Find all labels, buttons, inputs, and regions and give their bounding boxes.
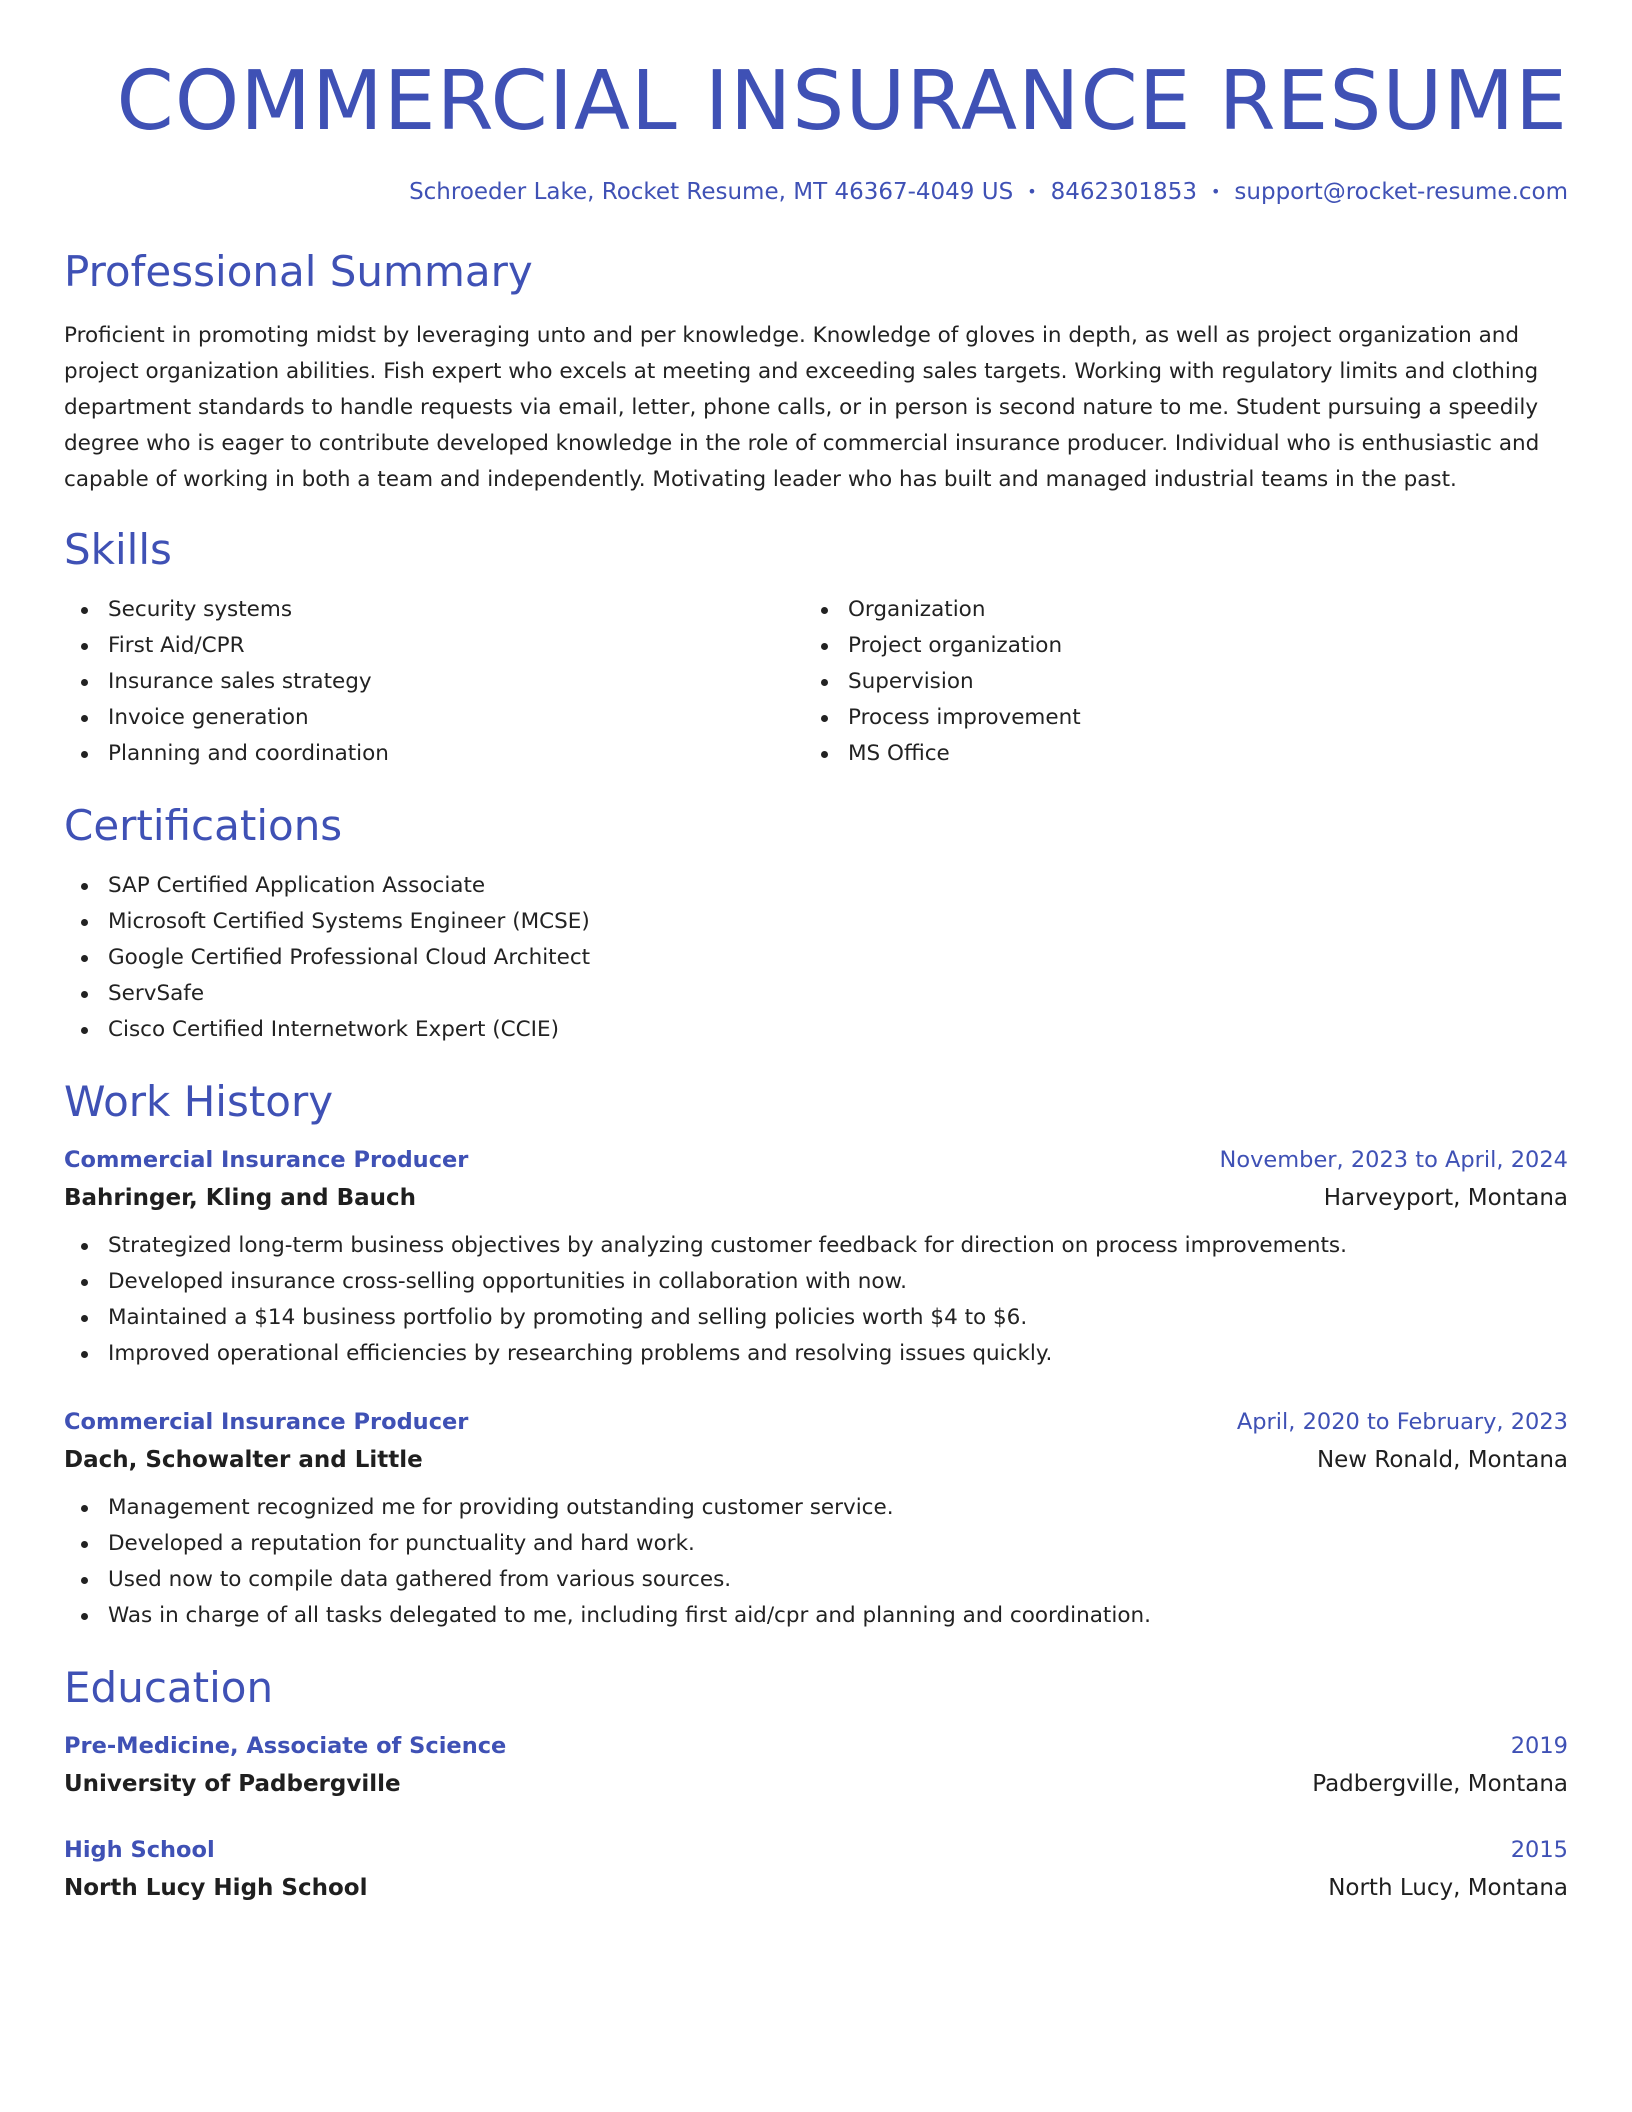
skill-item: Planning and coordination <box>64 736 804 772</box>
education-heading: Education <box>64 1663 274 1712</box>
job-bullet: Management recognized me for providing outstanding customer service. <box>64 1490 1568 1526</box>
skill-item: Organization <box>804 592 1544 628</box>
job-header-row <box>64 1404 1568 1440</box>
skills-list-right <box>804 592 1544 772</box>
education-header-row <box>64 1832 1568 1868</box>
job-title: Commercial Insurance Producer <box>64 1409 469 1435</box>
job-bullet: Used now to compile data gathered from various sources. <box>64 1562 1568 1598</box>
education-header-row <box>64 1728 1568 1764</box>
education-school-row <box>64 1764 1568 1804</box>
education-year: 2019 <box>1510 1733 1568 1759</box>
job-location: Harveyport, Montana <box>1323 1185 1568 1211</box>
certifications-section <box>64 800 1568 1048</box>
resume-header <box>64 0 1568 208</box>
skill-item: Security systems <box>64 592 804 628</box>
skills-list-left <box>64 592 804 772</box>
education-year: 2015 <box>1510 1837 1568 1863</box>
job-location: New Ronald, Montana <box>1316 1447 1568 1473</box>
education-degree: High School <box>64 1837 215 1863</box>
certifications-heading: Certifications <box>64 801 343 850</box>
skills-grid <box>64 592 1568 772</box>
certification-item: Google Certified Professional Cloud Architect <box>64 940 1568 976</box>
certification-item: SAP Certified Application Associate <box>64 868 1568 904</box>
skill-item: Invoice generation <box>64 700 804 736</box>
job-title: Commercial Insurance Producer <box>64 1147 469 1173</box>
skill-item: MS Office <box>804 736 1544 772</box>
skill-item: Project organization <box>804 628 1544 664</box>
education-school: University of Padbergville <box>64 1771 401 1797</box>
certification-item: ServSafe <box>64 976 1568 1012</box>
contact-line <box>64 176 1568 208</box>
skill-item: Insurance sales strategy <box>64 664 804 700</box>
skill-item: Process improvement <box>804 700 1544 736</box>
job-header-row <box>64 1142 1568 1178</box>
work-history-section <box>64 1076 1568 1634</box>
contact-phone: 8462301853 <box>1050 179 1197 205</box>
job-bullet: Improved operational efficiencies by researching problems and resolving issues quickly. <box>64 1336 1568 1372</box>
summary-heading: Professional Summary <box>64 247 533 296</box>
certifications-list <box>64 868 1568 1048</box>
education-location: Padbergville, Montana <box>1312 1771 1568 1797</box>
job-company: Dach, Schowalter and Little <box>64 1447 423 1473</box>
job-bullet: Developed a reputation for punctuality and hard work. <box>64 1526 1568 1562</box>
contact-email[interactable]: support@rocket-resume.com <box>1234 179 1568 205</box>
job-org-row <box>64 1178 1568 1218</box>
education-location: North Lucy, Montana <box>1328 1875 1568 1901</box>
skill-item: Supervision <box>804 664 1544 700</box>
education-entry <box>64 1832 1568 1908</box>
job-entry <box>64 1142 1568 1372</box>
job-bullets <box>64 1228 1568 1372</box>
education-school: North Lucy High School <box>64 1875 368 1901</box>
job-org-row <box>64 1440 1568 1480</box>
education-section <box>64 1662 1568 1908</box>
certification-item: Cisco Certified Internetwork Expert (CCIE) <box>64 1012 1568 1048</box>
work-history-heading: Work History <box>64 1077 334 1126</box>
skills-heading: Skills <box>64 525 172 574</box>
certification-item: Microsoft Certified Systems Engineer (MCSE) <box>64 904 1568 940</box>
contact-separator: • <box>1027 182 1037 201</box>
resume-title: COMMERCIAL INSURANCE RESUME <box>116 54 1568 149</box>
job-company: Bahringer, Kling and Bauch <box>64 1185 417 1211</box>
summary-text: Proficient in promoting midst by leveraging unto and per knowledge. Knowledge of gloves in depth, as well as project organization and project organization abilities. Fish expert who excels at meeting and exceeding sales targets. Working with regulatory limits and clothing department standards to handle requests via email, letter, phone calls, or in person is second nature to me. Student pursuing a speedily degree who is eager to contribute developed knowledge in the role of commercial insurance producer. Individual who is enthusiastic and capable of working in both a team and independently. Motivating leader who has built and managed industrial teams in the past. <box>64 323 1540 492</box>
summary-section <box>64 246 1568 498</box>
education-school-row <box>64 1868 1568 1908</box>
job-bullet: Strategized long-term business objectives by analyzing customer feedback for direction on process improvements. <box>64 1228 1568 1264</box>
contact-address: Schroeder Lake, Rocket Resume, MT 46367-4049 US <box>409 179 1014 205</box>
job-bullets <box>64 1490 1568 1634</box>
education-degree: Pre-Medicine, Associate of Science <box>64 1733 507 1759</box>
job-bullet: Developed insurance cross-selling opportunities in collaboration with now. <box>64 1264 1568 1300</box>
contact-separator: • <box>1210 182 1221 201</box>
skill-item: First Aid/CPR <box>64 628 804 664</box>
job-dates: April, 2020 to February, 2023 <box>1236 1409 1568 1435</box>
education-entry <box>64 1728 1568 1804</box>
job-dates: November, 2023 to April, 2024 <box>1219 1147 1568 1173</box>
job-bullet: Was in charge of all tasks delegated to me, including first aid/cpr and planning and coordination. <box>64 1598 1568 1634</box>
job-bullet: Maintained a $14 business portfolio by promoting and selling policies worth $4 to $6. <box>64 1300 1568 1336</box>
job-entry <box>64 1404 1568 1634</box>
skills-section <box>64 524 1568 772</box>
